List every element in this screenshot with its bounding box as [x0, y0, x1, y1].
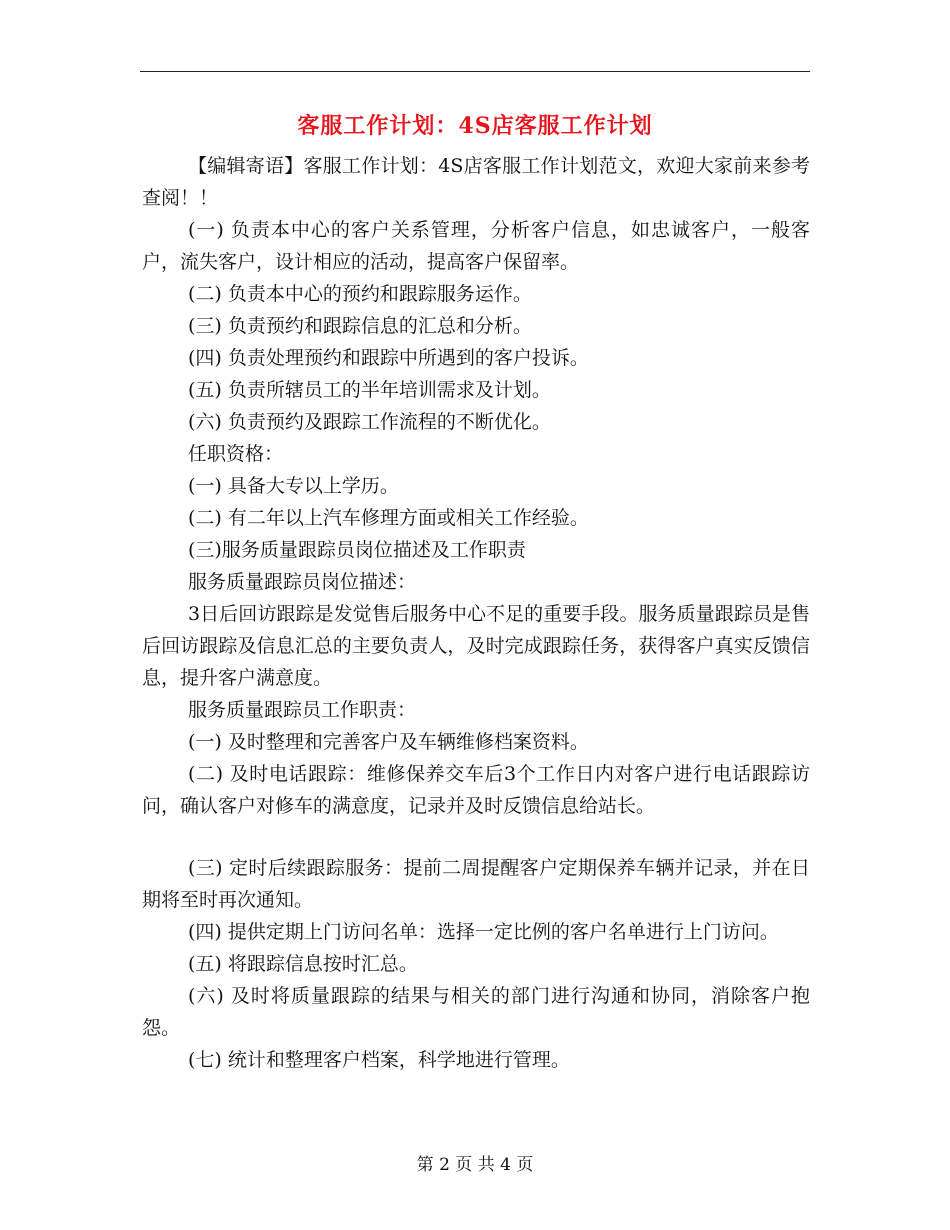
paragraph-responsibility-6: (六) 及时将质量跟踪的结果与相关的部门进行沟通和协同，消除客户抱怨。 — [142, 985, 810, 1039]
paragraph-editor-note: 【编辑寄语】客服工作计划：4S店客服工作计划范文，欢迎大家前来参考查阅！！ — [142, 155, 810, 209]
paragraph-qualification-2: (二) 有二年以上汽车修理方面或相关工作经验。 — [188, 507, 589, 529]
paragraph-duty-1: (一) 负责本中心的客户关系管理，分析客户信息，如忠诚客户，一般客户，流失客户，设计相应的活动，提高客户保留率。 — [142, 219, 810, 273]
paragraph-responsibility-4: (四) 提供定期上门访问名单：选择一定比例的客户名单进行上门访问。 — [188, 921, 779, 943]
paragraph-role-description-heading: 服务质量跟踪员岗位描述： — [188, 571, 417, 593]
paragraph-duty-3: (三) 负责预约和跟踪信息的汇总和分析。 — [188, 315, 532, 337]
paragraph-responsibility-5: (五) 将跟踪信息按时汇总。 — [188, 953, 418, 975]
paragraph-qualification-heading: 任职资格： — [188, 443, 284, 465]
paragraph-qualification-1: (一) 具备大专以上学历。 — [188, 475, 399, 497]
paragraph-duty-5: (五) 负责所辖员工的半年培训需求及计划。 — [188, 379, 551, 401]
paragraph-duty-2: (二) 负责本中心的预约和跟踪服务运作。 — [188, 283, 532, 305]
paragraph-responsibility-7: (七) 统计和整理客户档案，科学地进行管理。 — [188, 1049, 570, 1071]
page-number: 第 2 页 共 4 页 — [416, 1155, 534, 1175]
paragraph-duty-4: (四) 负责处理预约和跟踪中所遇到的客户投诉。 — [188, 347, 589, 369]
paragraph-responsibility-1: (一) 及时整理和完善客户及车辆维修档案资料。 — [188, 731, 589, 753]
paragraph-role-description: 3日后回访跟踪是发觉售后服务中心不足的重要手段。服务质量跟踪员是售后回访跟踪及信息汇总的主要负责人，及时完成跟踪任务，获得客户真实反馈信息，提升客户满意度。 — [142, 603, 810, 689]
document-title: 客服工作计划：4S店客服工作计划 — [297, 113, 653, 139]
paragraph-duty-6: (六) 负责预约及跟踪工作流程的不断优化。 — [188, 411, 551, 433]
paragraph-spacer — [142, 822, 810, 852]
header-rule — [140, 71, 810, 72]
paragraph-responsibility-2: (二) 及时电话跟踪：维修保养交车后3个工作日内对客户进行电话跟踪访问，确认客户对修车的满意度，记录并及时反馈信息给站长。 — [142, 763, 810, 817]
paragraph-responsibilities-heading: 服务质量跟踪员工作职责： — [188, 699, 417, 721]
paragraph-qualification-3: (三)服务质量跟踪员岗位描述及工作职责 — [188, 539, 526, 561]
paragraph-responsibility-3: (三) 定时后续跟踪服务：提前二周提醒客户定期保养车辆并记录，并在日期将至时再次通知。 — [142, 857, 810, 911]
document-body — [142, 150, 810, 1076]
